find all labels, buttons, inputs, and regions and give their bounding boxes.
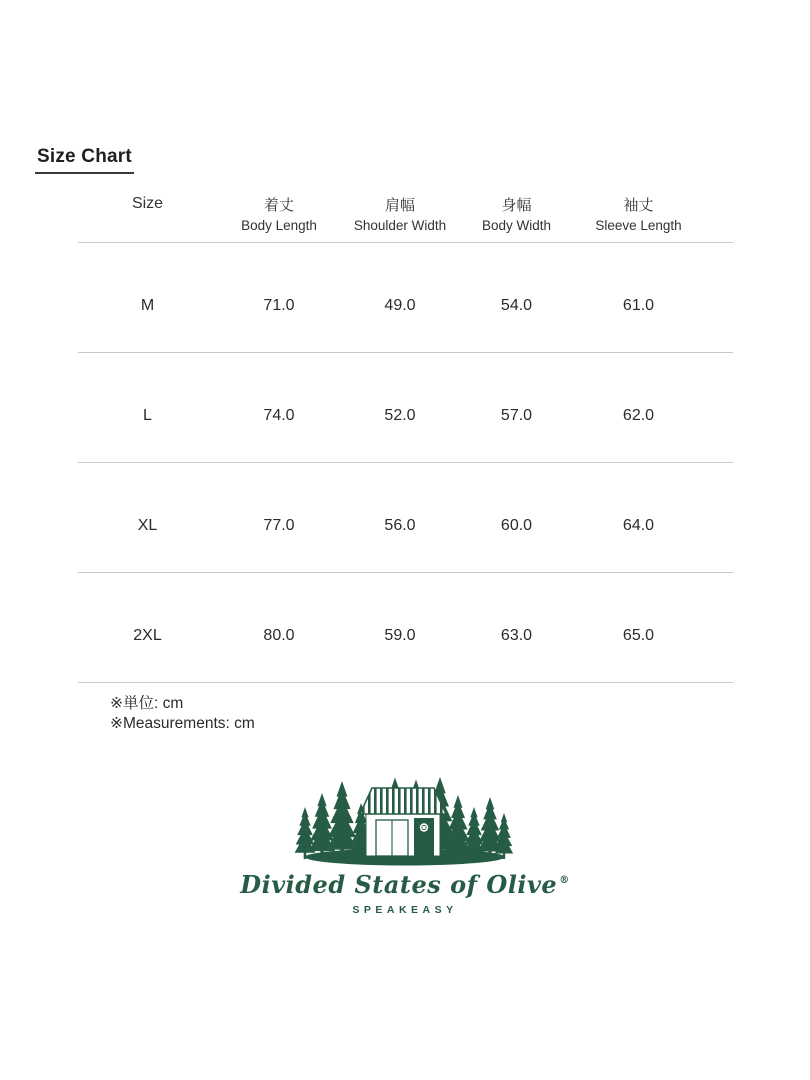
header-en-label: Shoulder Width bbox=[353, 217, 447, 233]
registered-mark: ® bbox=[559, 875, 570, 886]
column-header-sleeve-length bbox=[574, 183, 733, 242]
note-line: ※単位: cm bbox=[110, 695, 184, 712]
value-cell: 52.0 bbox=[384, 407, 416, 424]
value-cell: 60.0 bbox=[500, 517, 533, 534]
brand-tagline: SPEAKEASY bbox=[352, 904, 458, 916]
brand-name bbox=[0, 870, 810, 899]
value-cell: 71.0 bbox=[263, 297, 295, 314]
measurement-notes bbox=[110, 694, 255, 733]
header-jp-label: 身幅 bbox=[501, 196, 532, 214]
size-cell: 2XL bbox=[133, 627, 162, 644]
header-en-label: Body Length bbox=[241, 217, 317, 233]
value-cell: 59.0 bbox=[384, 627, 416, 644]
value-cell: 56.0 bbox=[384, 517, 416, 534]
header-en-label: Body Width bbox=[481, 217, 552, 233]
table-row bbox=[78, 462, 733, 572]
header-jp-label: 着丈 bbox=[263, 196, 294, 214]
cabin-forest-logo-icon bbox=[284, 770, 526, 868]
value-cell: 49.0 bbox=[384, 297, 416, 314]
column-header-body-width bbox=[459, 183, 574, 242]
size-cell: M bbox=[140, 297, 155, 314]
size-cell: L bbox=[143, 407, 152, 424]
value-cell: 63.0 bbox=[500, 627, 533, 644]
value-cell: 77.0 bbox=[263, 517, 295, 534]
size-cell: XL bbox=[137, 517, 158, 534]
brand-logo bbox=[0, 770, 810, 916]
cabin-shape bbox=[360, 788, 446, 856]
brand-name-text: Divided States of Olive bbox=[240, 870, 558, 899]
value-cell: 54.0 bbox=[500, 297, 533, 314]
value-cell: 62.0 bbox=[622, 407, 655, 424]
header-en-label: Sleeve Length bbox=[595, 217, 682, 233]
header-jp-label: 肩幅 bbox=[384, 196, 415, 214]
column-header-body-length bbox=[217, 183, 341, 242]
value-cell: 80.0 bbox=[263, 627, 295, 644]
value-cell: 64.0 bbox=[622, 517, 655, 534]
note-line: ※Measurements: cm bbox=[110, 714, 255, 732]
table-row bbox=[78, 572, 733, 682]
table-row bbox=[78, 352, 733, 462]
table-header-row bbox=[78, 183, 733, 242]
value-cell: 65.0 bbox=[622, 627, 655, 644]
table-row bbox=[78, 242, 733, 352]
value-cell: 57.0 bbox=[500, 407, 533, 424]
column-header-shoulder-width bbox=[341, 183, 459, 242]
door-emblem-shape bbox=[420, 823, 428, 831]
value-cell: 61.0 bbox=[622, 297, 655, 314]
page-title: Size Chart bbox=[35, 146, 134, 174]
header-jp-label: 袖丈 bbox=[623, 196, 654, 214]
size-table bbox=[78, 183, 733, 683]
value-cell: 74.0 bbox=[263, 407, 295, 424]
column-header-size: Size bbox=[131, 195, 164, 213]
